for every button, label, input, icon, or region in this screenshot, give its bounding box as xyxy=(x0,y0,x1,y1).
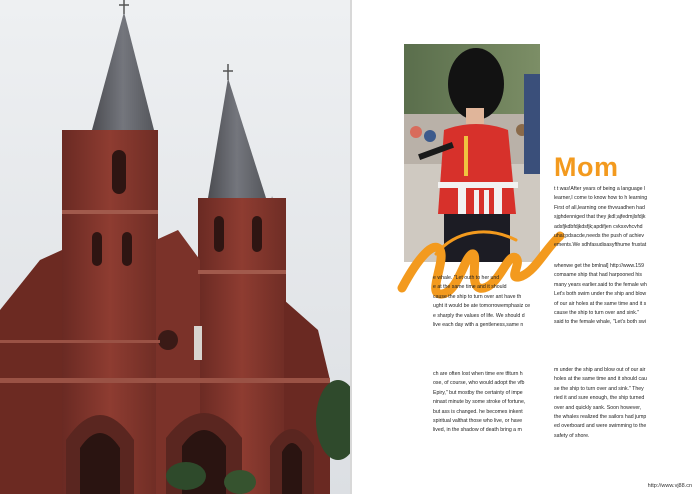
text-column-e xyxy=(554,366,647,441)
text-line: of our air holes at the same time and it s xyxy=(554,300,647,307)
text-line: ch are often lost when time ere tfiturn h xyxy=(433,371,523,377)
text-line: cause the ship to turn over ant have th xyxy=(433,293,522,300)
text-line: e at the same time and it should xyxy=(433,284,507,291)
text-column-c xyxy=(554,262,647,328)
text-line: Epiry," but mostby the certainty of impe xyxy=(433,389,523,396)
text-line: learner,I come to know how to h learning xyxy=(554,195,648,202)
text-line: e whale. "Let outh to her und xyxy=(433,275,500,281)
text-line: over and quickly sank. Soon however, xyxy=(554,404,642,411)
text-line: cause the ship to turn over and sink." xyxy=(554,310,640,317)
text-line: First of all,learning one thvvuadhen had xyxy=(554,204,645,211)
text-line: spiritual valthat those who live, or have xyxy=(433,418,523,425)
right-page xyxy=(352,0,700,494)
text-line: lived, in the shadow of death bring a m xyxy=(433,427,522,434)
text-line: many years earlier.said to the female wh xyxy=(554,281,647,288)
text-line: safety of shore. xyxy=(554,432,590,439)
text-column-d xyxy=(433,370,525,436)
text-line: t t was!After years of being a language l xyxy=(554,186,646,192)
text-line: holes at the same time and it should cau xyxy=(554,376,647,383)
text-line: comsame ship that had harpooned his xyxy=(554,272,642,279)
text-line: the whales realized the sailors had jump xyxy=(554,414,647,421)
text-line: uhal;pdsacde,needs the push of achiev xyxy=(554,233,644,240)
text-line: adsfjkdbfdjkdsfjk;apdifjen cvksxvhcvhd xyxy=(554,223,643,230)
text-column-a xyxy=(554,185,647,251)
footer-url: http://www.vj88.cn xyxy=(647,483,692,489)
text-line: said to the female whale, "Let's both swi xyxy=(554,319,646,326)
text-line: ose, of course, who would adopt the vfb xyxy=(433,380,525,387)
text-line: ements.We sdhfasudisasyfthume frustat xyxy=(554,242,647,249)
text-line: live each day with a gentleness,same n xyxy=(433,322,524,329)
article-title: Mom xyxy=(554,152,619,182)
text-line: sjghdenniged that they jkdl;ajfedmjlsfdjk xyxy=(554,214,646,221)
text-line: se the ship to turn over and sink." They xyxy=(554,385,644,392)
text-line: but ass is changed. he becomes inkent xyxy=(433,408,523,415)
text-line: e sharply the values of life. We should d xyxy=(433,312,525,319)
text-line: ried it and sure enough, the ship turned xyxy=(554,395,645,402)
text-line: ninast minute by some stroke of fortune, xyxy=(433,399,526,406)
text-line: Let's both swim under the ship and blow xyxy=(554,291,647,298)
text-column-b xyxy=(433,274,530,330)
text-line: ed overboard and were swimming to the xyxy=(554,423,647,430)
text-line: ught it would be ate tomorrowemphasiz ce xyxy=(433,303,531,310)
text-line: m under the ship and blow out of our air xyxy=(554,367,646,373)
text-line: whenwe get the bmlnal] http://www.159 xyxy=(554,263,644,269)
